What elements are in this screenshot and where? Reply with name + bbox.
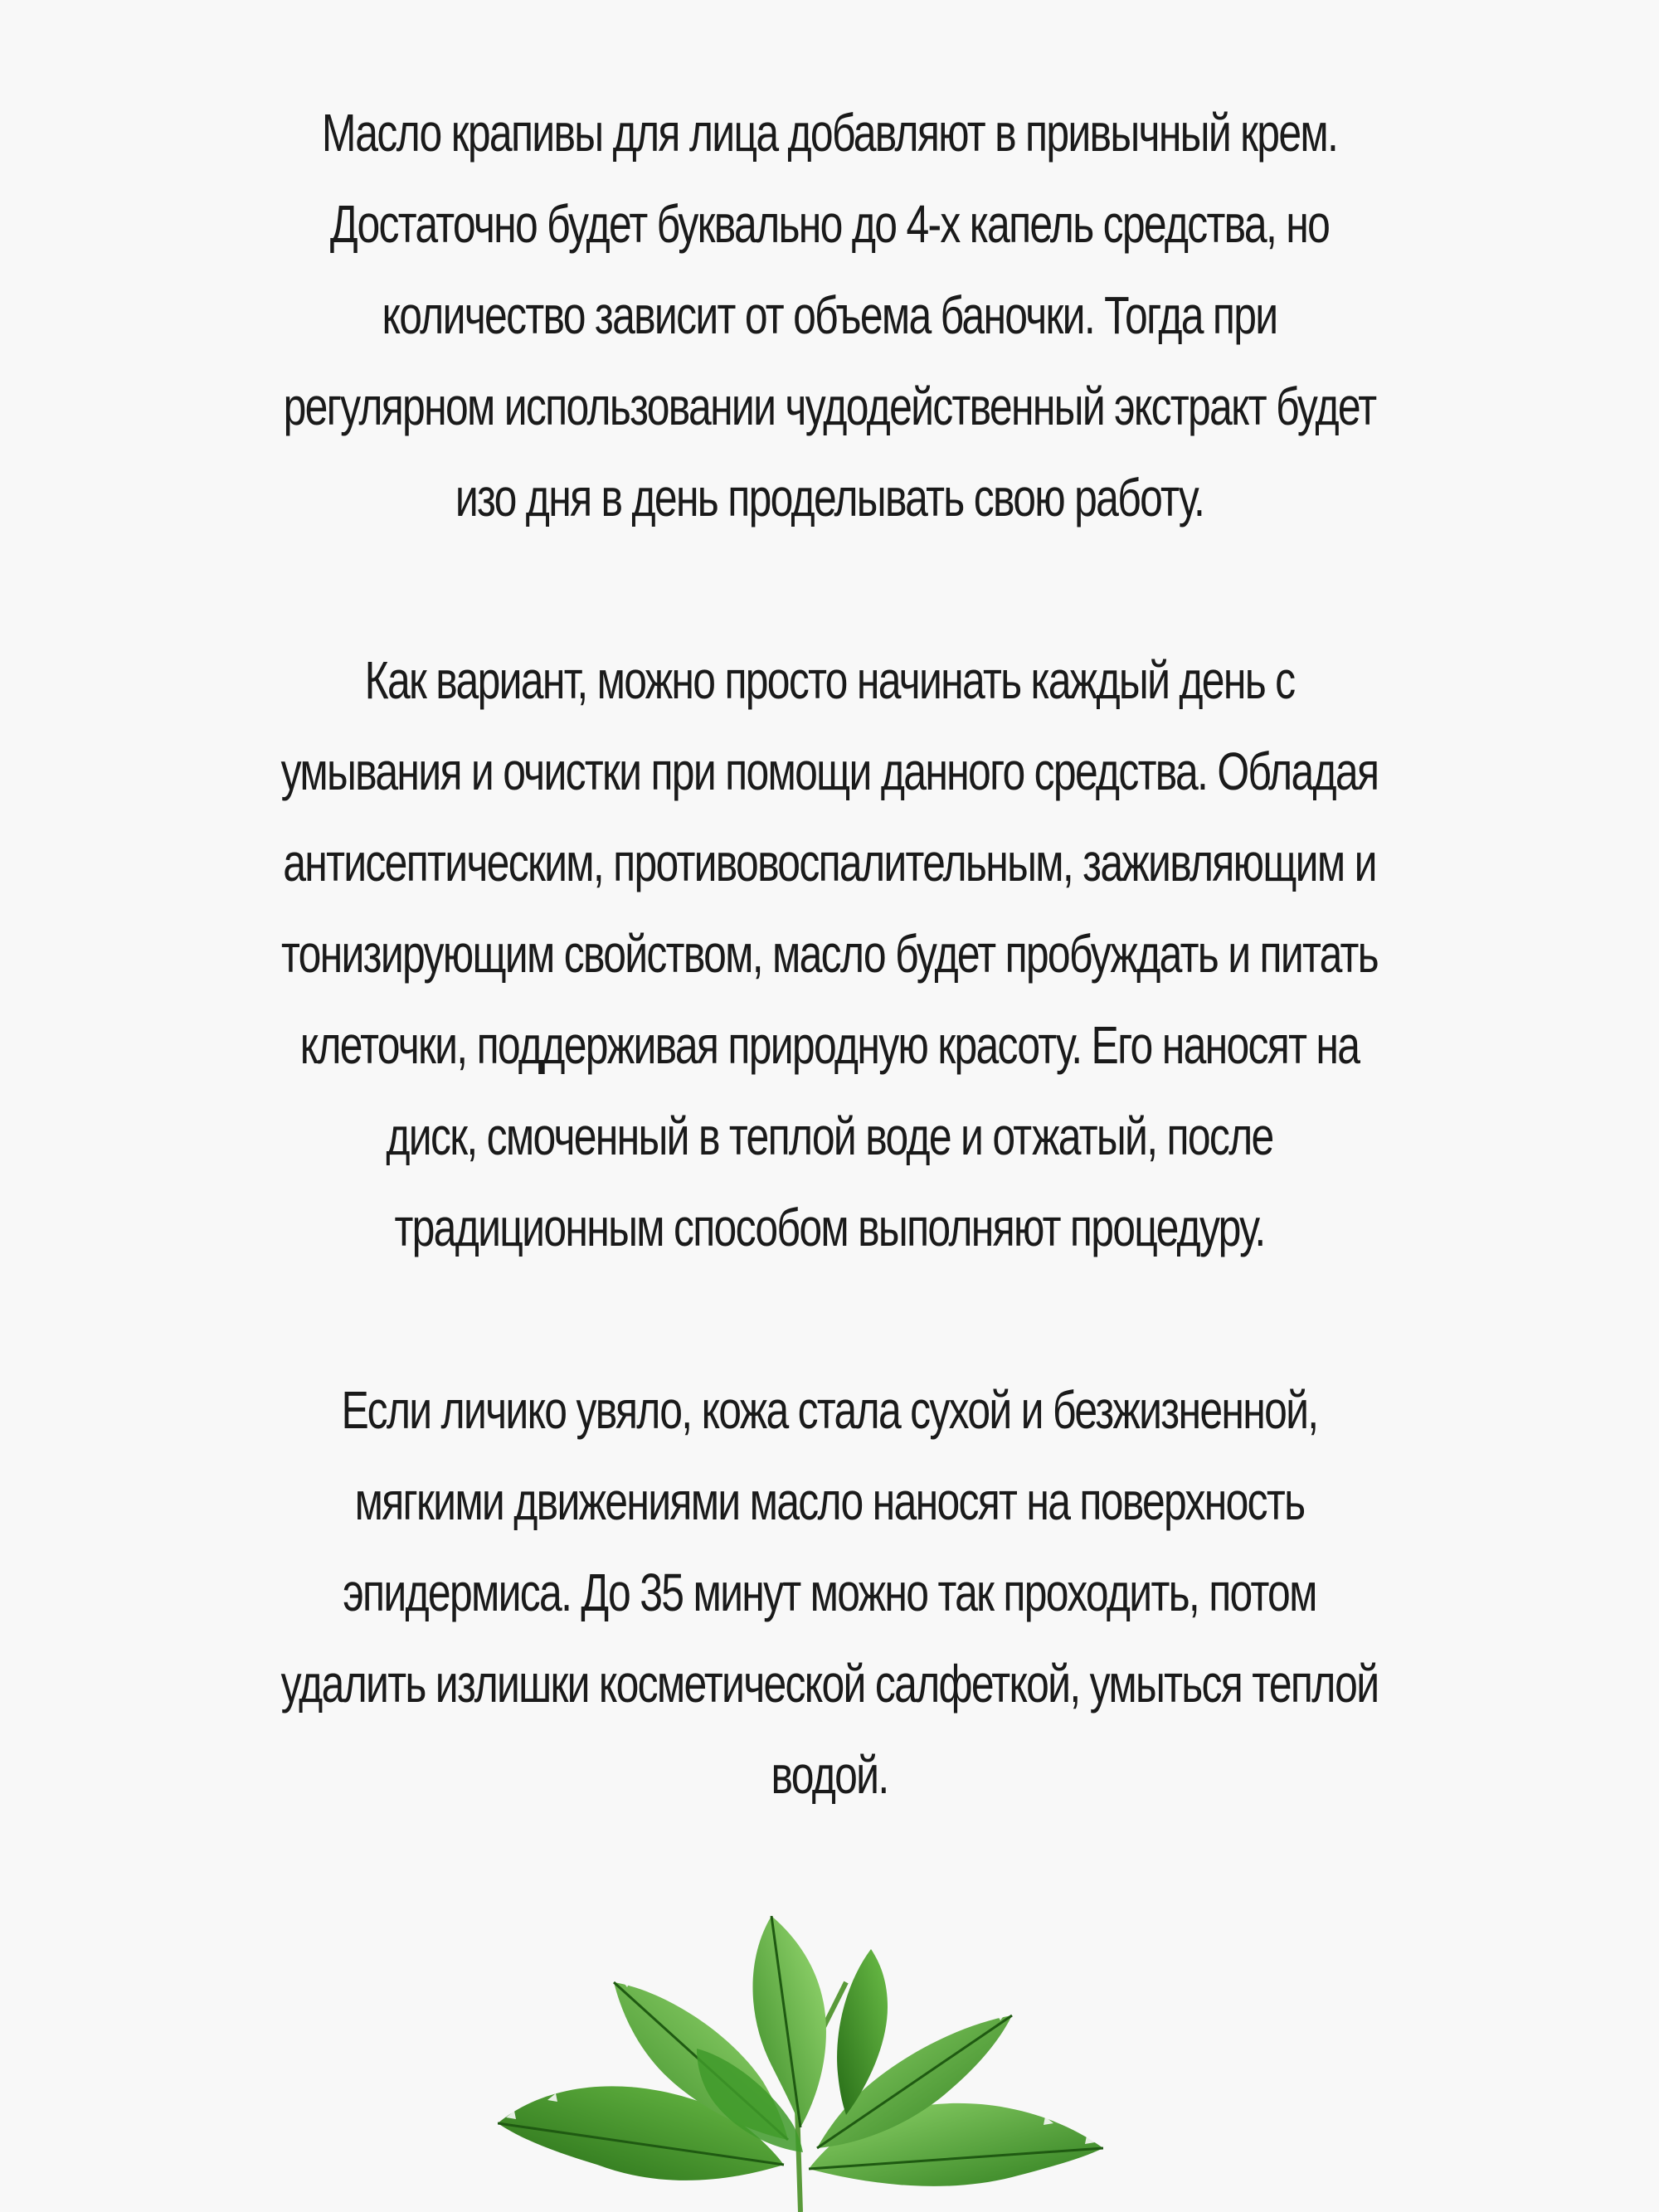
paragraph-gap [124, 1273, 1535, 1364]
article-body [124, 87, 1535, 1821]
paragraph-cleansing: Как вариант, можно просто начинать каждый день с умывания и очистки при помощи данного средства. Обладая антисептическим, противовоспалительным, заживляющим и тонизирующим свойством, масло будет пробуждать и питать клеточки, поддерживая природную красоту. Его наносят на диск, смоченный в теплой воде и отжатый, после традиционным способом выполняют процедуру. [280, 650, 1379, 1257]
nettle-leaves-icon [498, 1916, 1103, 2212]
paragraph-gap [124, 543, 1535, 634]
paragraph-mask: Если личико увяло, кожа стала сухой и безжизненной, мягкими движениями масло наносят на поверхность эпидермиса. До 35 минут можно так проходить, потом удалить излишки косметической салфеткой, умыться теплой водой. [280, 1380, 1379, 1805]
paragraph-cream: Масло крапивы для лица добавляют в привычный крем. Достаточно будет буквально до 4-х капель средства, но количество зависит от объема баночки. Тогда при регулярном использовании чудодейственный экстракт будет изо дня в день проделывать свою работу. [283, 103, 1376, 527]
